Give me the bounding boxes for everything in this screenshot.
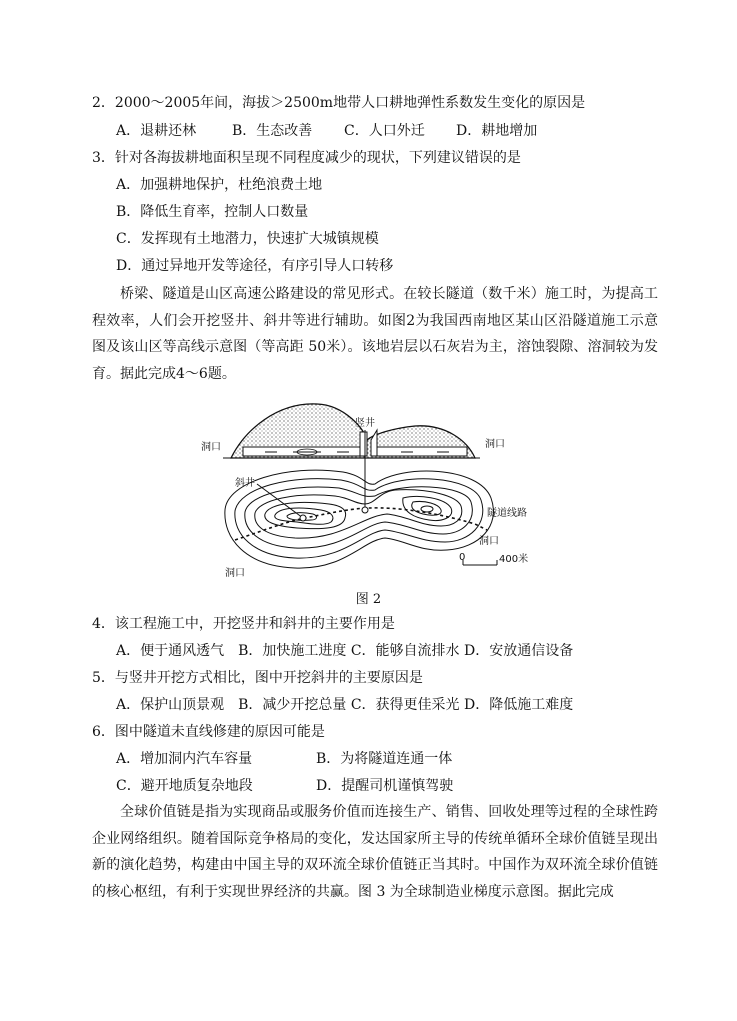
- q3-option-a: A．加强耕地保护，杜绝浪费土地: [116, 177, 323, 193]
- q2-option-d: D．耕地增加: [456, 123, 538, 139]
- q6-stem: 6．图中隧道未直线修建的原因可能是: [92, 724, 325, 740]
- q3-option-c: C．发挥现有土地潜力，快速扩大城镇规模: [116, 231, 379, 247]
- q6-option-d: D．提醒司机谨慎驾驶: [316, 778, 454, 794]
- scale-bar: [459, 552, 528, 565]
- label-portal-left-top: 洞口: [201, 442, 221, 453]
- q5-stem: 5．与竖井开挖方式相比，图中开挖斜井的主要原因是: [92, 670, 423, 686]
- q2-option-c: C．人口外迁: [344, 123, 425, 139]
- q6-option-b: B．为将隧道连通一体: [316, 751, 453, 767]
- q3-option-d: D．通过异地开发等途径，有序引导人口转移: [116, 258, 394, 274]
- passage-value-chain: 全球价值链是指为实现商品或服务价值而连接生产、销售、回收处理等过程的全球性跨企业网络组织。随着国际竞争格局的变化，发达国家所主导的传统单循环全球价值链呈现出新的演化趋势，构建由中国主导的双环流全球价值链正当其时。中国作为双环流全球价值链的核心枢纽，有利于实现世界经济的共赢。图 3 为全球制造业梯度示意图。据此完成: [92, 804, 658, 900]
- q3-option-b: B．降低生育率，控制人口数量: [116, 204, 309, 220]
- q6-options-row2: [116, 776, 516, 796]
- label-portal-left-map: 洞口: [225, 568, 245, 579]
- label-incline: 斜井: [235, 478, 255, 489]
- label-portal-right-map: 洞口: [479, 536, 499, 547]
- q3-stem: 3．针对各海拔耕地面积呈现不同程度减少的现状，下列建议错误的是: [92, 150, 521, 166]
- q4-stem: 4．该工程施工中，开挖竖井和斜井的主要作用是: [92, 616, 395, 632]
- q5-options: A．保护山顶景观 B．减少开挖总量 C．获得更佳采光 D．降低施工难度: [116, 697, 574, 713]
- incline-shaft-line: [257, 484, 303, 518]
- figure-2-tunnel-diagram: [195, 400, 555, 584]
- q4-options: A．便于通风透气 B．加快施工进度 C．能够自流排水 D．安放通信设备: [116, 643, 574, 659]
- figure-caption: 图 2: [355, 592, 382, 607]
- label-route: 隧道线路: [487, 508, 527, 519]
- scale-label: 400米: [499, 554, 529, 565]
- q2-option-a: A．退耕还林: [116, 123, 197, 139]
- contour-map: [225, 470, 494, 568]
- label-shaft: 竖井: [355, 418, 375, 429]
- scale-zero: 0: [459, 552, 466, 563]
- label-portal-right-top: 洞口: [485, 439, 505, 450]
- q6-option-c: C．避开地质复杂地段: [116, 778, 253, 794]
- passage-tunnel: 桥梁、隧道是山区高速公路建设的常见形式。在较长隧道（数千米）施工时，为提高工程效率，人们会开挖竖井、斜井等进行辅助。如图2为我国西南地区某山区沿隧道施工示意图及该山区等高线示意图（等高距 50米）。该地岩层以石灰岩为主，溶蚀裂隙、溶洞较为发育。据此完成4～6题。: [92, 286, 658, 382]
- q2-options: [116, 121, 537, 141]
- q2-option-b: B．生态改善: [232, 123, 313, 139]
- q6-option-a: A．增加洞内汽车容量: [116, 751, 253, 767]
- q2-stem: 2．2000～2005年间，海拔＞2500m地带人口耕地弹性系数发生变化的原因是: [92, 95, 586, 111]
- q6-options-row1: [116, 749, 516, 769]
